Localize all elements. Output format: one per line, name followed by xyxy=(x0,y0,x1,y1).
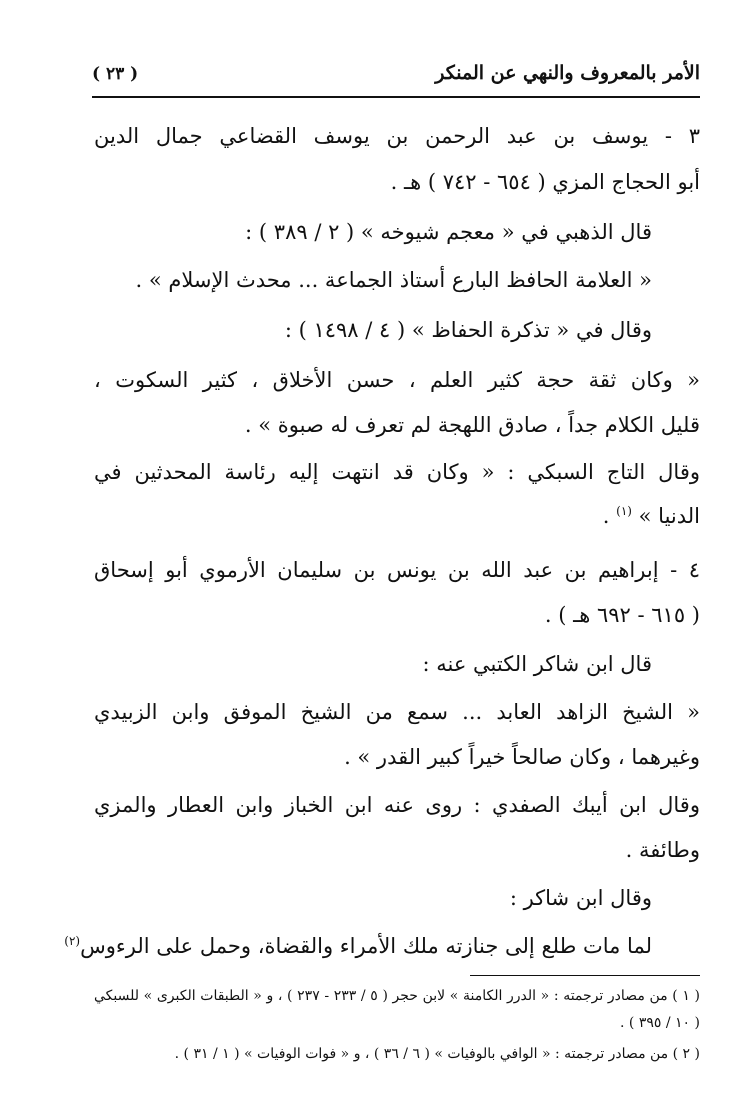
safadi-line-2: وطائفة . xyxy=(625,838,700,862)
ibn-shakir-intro: وقال ابن شاكر : xyxy=(509,886,652,910)
subki-quote-text: الدنيا » xyxy=(638,504,700,528)
safadi-line-1: وقال ابن أيبك الصفدي : روى عنه ابن الخباز وابن العطار والمزي xyxy=(94,793,700,817)
running-title: الأمر بالمعروف والنهي عن المنكر xyxy=(435,62,700,84)
footnote-rule xyxy=(470,975,700,976)
kutubi-quote-line-2: وغيرهما ، وكان صالحاً خيراً كبير القدر » . xyxy=(344,745,700,769)
tadhkira-quote-line-2: قليل الكلام جداً ، صادق اللهجة لم تعرف له صبوة » . xyxy=(244,413,700,437)
dhahabi-quote: « العلامة الحافظ البارع أستاذ الجماعة ... محدث الإسلام » . xyxy=(135,268,652,292)
kutubi-quote-line-1: « الشيخ الزاهد العابد ... سمع من الشيخ الموفق وابن الزبيدي xyxy=(94,700,700,724)
funeral-line xyxy=(64,934,700,958)
subki-quote-period: . xyxy=(602,504,617,528)
page-header xyxy=(92,58,700,94)
entry-4-line-1: ٤ - إبراهيم بن عبد الله بن يونس بن سليمان الأرموي أبو إسحاق xyxy=(94,558,700,582)
footnote-marker-2: (٢) xyxy=(64,934,81,948)
subki-quote-line-2 xyxy=(94,504,700,528)
header-rule xyxy=(92,96,700,98)
funeral-text: لما مات طلع إلى جنازته ملك الأمراء والقضاة، وحمل على الرءوس xyxy=(80,934,652,958)
tadhkira-quote-line-1: « وكان ثقة حجة كثير العلم ، حسن الأخلاق ، كثير السكوت ، xyxy=(94,368,700,392)
kutubi-intro: قال ابن شاكر الكتبي عنه : xyxy=(422,652,652,676)
footnote-1-line-2: ( ١٠ / ٣٩٥ ) . xyxy=(620,1015,700,1031)
footnote-2: ( ٢ ) من مصادر ترجمته : « الوافي بالوفيات » ( ٦ / ٣٦ ) ، و « فوات الوفيات » ( ١ / ٣١ ) . xyxy=(174,1046,700,1062)
subki-quote-line-1: وقال التاج السبكي : « وكان قد انتهت إليه رئاسة المحدثين في xyxy=(94,460,700,484)
tadhkira-intro: وقال في « تذكرة الحفاظ » ( ٤ / ١٤٩٨ ) : xyxy=(284,318,652,342)
dhahabi-quote-intro: قال الذهبي في « معجم شيوخه » ( ٢ / ٣٨٩ ) : xyxy=(245,220,652,244)
footnote-1-line-1: ( ١ ) من مصادر ترجمته : « الدرر الكامنة » لابن حجر ( ٥ / ٢٣٣ - ٢٣٧ ) ، و « الطبقات الكبرى » للسبكي xyxy=(94,988,700,1004)
entry-4-line-2: ( ٦١٥ - ٦٩٢ هـ ) . xyxy=(544,603,700,627)
entry-3-line-1: ٣ - يوسف بن عبد الرحمن بن يوسف القضاعي جمال الدين xyxy=(94,124,700,148)
entry-3-line-2: أبو الحجاج المزي ( ٦٥٤ - ٧٤٢ ) هـ . xyxy=(390,170,700,194)
page-number: ( ٢٣ ) xyxy=(92,64,139,84)
footnote-marker-1: (١) xyxy=(616,504,632,518)
